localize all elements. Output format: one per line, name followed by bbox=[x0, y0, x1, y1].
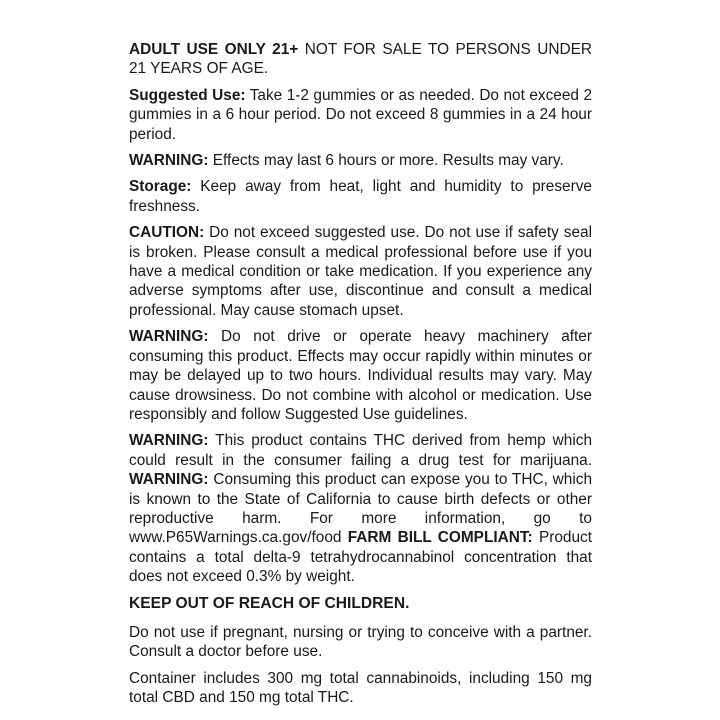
thc-warning-label: WARNING: bbox=[129, 432, 209, 450]
storage-section bbox=[129, 177, 592, 216]
pregnancy-statement: Do not use if pregnant, nursing or trying to conceive with a partner. Consult a doctor before use. bbox=[129, 623, 592, 661]
storage-text: Keep away from heat, light and humidity to preserve freshness. bbox=[129, 178, 592, 215]
prop65-warning-text: Consuming this product can expose you to THC, which is known to the State of California to cause birth defects or other reproductive harm. For more information, go to www.P65Warnings.ca.gov/food bbox=[129, 471, 592, 547]
container-statement: Container includes 300 mg total cannabinoids, including 150 mg total CBD and 150 mg total THC. bbox=[129, 669, 592, 707]
farm-bill-label: FARM BILL COMPLIANT: bbox=[347, 529, 533, 547]
driving-warning-text: Do not drive or operate heavy machinery after consuming this product. Effects may occur rapidly within minutes or may be delayed up to two hours. Individual results may vary. May cause drowsiness. Do not combine with alcohol or medication. Use responsibly and follow Suggested Use guidelines. bbox=[129, 328, 592, 423]
thc-warning-block bbox=[129, 431, 592, 586]
driving-warning bbox=[129, 327, 592, 424]
suggested-use-label: Suggested Use: bbox=[129, 86, 246, 104]
prop65-warning-label: WARNING: bbox=[129, 471, 209, 489]
adult-use-statement bbox=[129, 40, 592, 79]
effects-warning bbox=[129, 151, 592, 170]
farm-bill-text: Product contains a total delta-9 tetrahydrocannabinol concentration that does not exceed 0.3% by weight. bbox=[129, 529, 593, 586]
effects-warning-text: Effects may last 6 hours or more. Results may vary. bbox=[208, 152, 564, 170]
storage-label: Storage: bbox=[129, 178, 192, 196]
adult-use-label: ADULT USE ONLY 21+ bbox=[129, 41, 299, 58]
keep-out-heading: KEEP OUT OF REACH OF CHILDREN. bbox=[129, 594, 410, 612]
effects-warning-label: WARNING: bbox=[129, 152, 209, 170]
caution-text: Do not exceed suggested use. Do not use if safety seal is broken. Please consult a medical professional before use if you have a medical condition or take medication. If you experience any adverse symptoms after use, discontinue and consult a medical professional. May cause stomach upset. bbox=[129, 224, 592, 319]
suggested-use-text: Take 1-2 gummies or as needed. Do not exceed 2 gummies in a 6 hour period. Do not exceed 8 gummies in a 24 hour period. bbox=[129, 86, 593, 143]
suggested-use-section bbox=[129, 86, 592, 144]
adult-use-text: NOT FOR SALE TO PERSONS UNDER 21 YEARS OF AGE. bbox=[129, 41, 592, 78]
thc-warning-text: This product contains THC derived from hemp which could result in the consumer failing a drug test for marijuana. bbox=[129, 432, 592, 469]
product-label-text bbox=[129, 40, 592, 708]
caution-label: CAUTION: bbox=[129, 224, 205, 242]
caution-section bbox=[129, 223, 592, 320]
driving-warning-label: WARNING: bbox=[129, 328, 209, 346]
